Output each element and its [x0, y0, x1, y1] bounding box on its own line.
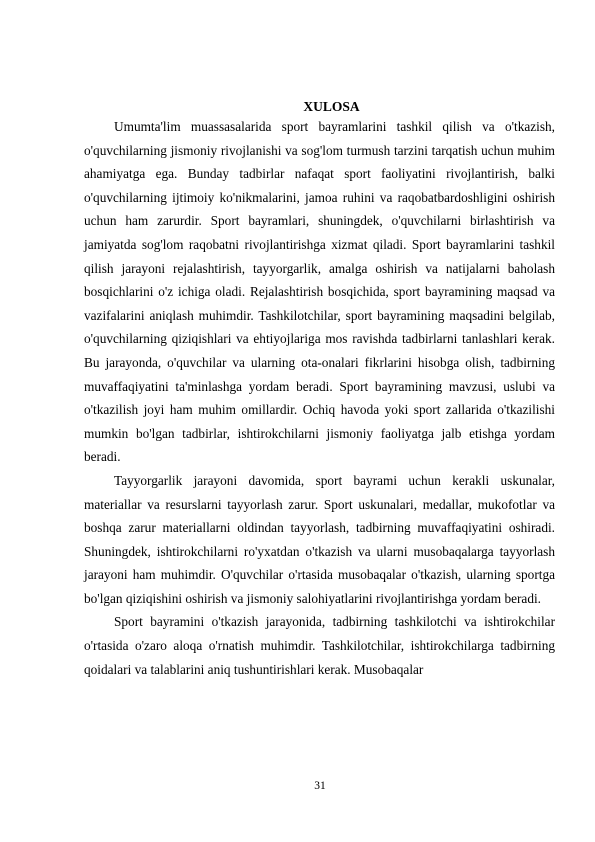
paragraph-1: Umumta'lim muassasalarida sport bayramlarini tashkil qilish va o'tkazish, o'quvchilarning jismoniy rivojlanishi va sog'lom turmush tarzini tarqatish uchun muhim ahamiyatga ega. Bunday tadbirlar nafaqat sport faoliyatini rivojlantirish, balki o'quvchilarning ijtimoiy ko'nikmalarini, jamoa ruhini va raqobatbardoshligini oshirish uchun ham zarurdir. Sport bayramlari, shuningdek, o'quvchilarni birlashtirish va jamiyatda sog'lom raqobatni rivojlantirishga xizmat qiladi. Sport bayramlarini tashkil qilish jarayoni rejalashtirish, tayyorgarlik, amalga oshirish va natijalarni baholash bosqichlarini o'z ichiga oladi. Rejalashtirish bosqichida, sport bayramining maqsad va vazifalarini aniqlash muhimdir. Tashkilotchilar, sport bayramining maqsadini belgilab, o'quvchilarning qiziqishlari va ehtiyojlariga mos ravishda tadbirlarni tanlashlari kerak. Bu jarayonda, o'quvchilar va ularning ota-onalari fikrlarini hisobga olish, tadbirning muvaffaqiyatini ta'minlashga yordam beradi. Sport bayramining mavzusi, uslubi va o'tkazilish joyi ham muhim omillardir. Ochiq havoda yoki sport zallarida o'tkazilishi mumkin bo'lgan tadbirlar, ishtirokchilarni jismoniy faoliyatga jalb etishga yordam beradi. — [84, 119, 555, 465]
body-text — [84, 115, 555, 681]
section-title: XULOSA — [303, 99, 360, 114]
page-number: 31 — [314, 780, 326, 792]
paragraph-3: Sport bayramini o'tkazish jarayonida, tadbirning tashkilotchi va ishtirokchilar o'rtasida o'zaro aloqa o'rnatish muhimdir. Tashkilotchilar, ishtirokchilarga tadbirning qoidalari va talablarini aniq tushuntirishlari kerak. Musobaqalar — [84, 614, 555, 677]
paragraph-2: Tayyorgarlik jarayoni davomida, sport bayrami uchun kerakli uskunalar, materiallar va resurslarni tayyorlash zarur. Sport uskunalari, medallar, mukofotlar va boshqa zarur materiallarni oldindan tayyorlash, tadbirning muvaffaqiyatini oshiradi. Shuningdek, ishtirokchilarni ro'yxatdan o'tkazish va ularni musobaqalarga tayyorlash jarayoni ham muhimdir. O'quvchilar o'rtasida musobaqalar o'tkazish, ularning sportga bo'lgan qiziqishini oshirish va jismoniy salohiyatlarini rivojlantirishga yordam beradi. — [84, 472, 555, 606]
